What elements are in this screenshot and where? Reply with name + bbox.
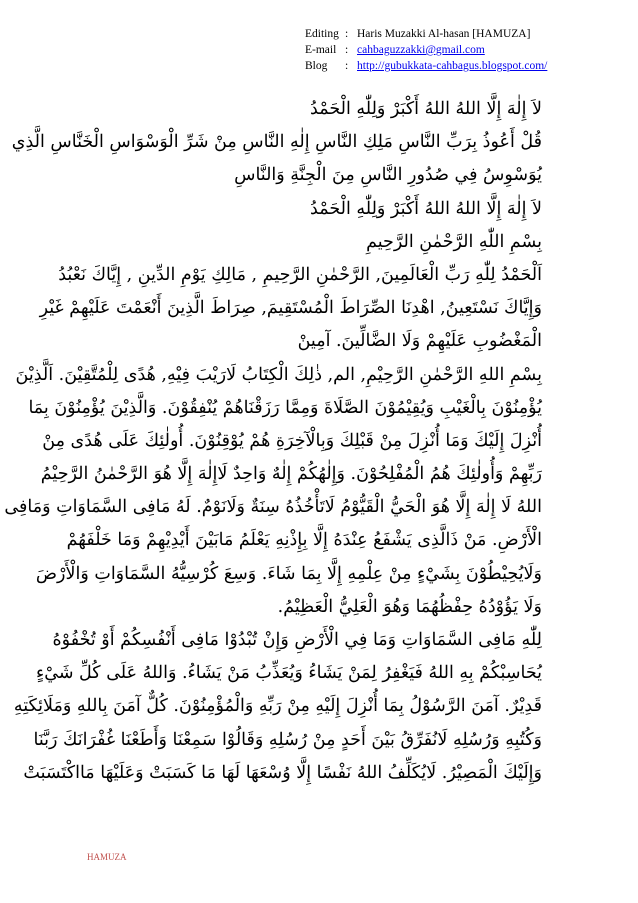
text-line-an-nas-1: قُلْ أَعُوذُ بِرَبِّ النَّاسِ مَلِكِ النَّاسِ إِلٰهِ النَّاسِ مِنْ شَرِّ الْوَسْوَاسِ الْخَنَّاسِ الَّذِي — [11, 132, 542, 153]
editing-value: Haris Muzakki Al-hasan [HAMUZA] — [357, 28, 531, 40]
text-line-baqarah-1: بِسْمِ اللهِ الرَّحْمٰنِ الرَّحِيْمِ, الم, ذٰلِكَ الْكِتَابُ لَارَيْبَ فِيْهِ, هُدًى لِلْمُتَّقِيْنَ. اَلَّذِيْنَ — [15, 364, 542, 385]
editor-info — [305, 26, 625, 74]
email-label: E-mail — [305, 44, 337, 56]
text-line-takbir-1: لاَ إِلٰهَ إِلَّا اللهُ اللهُ أَكْبَرْ وَلِلّٰهِ الْحَمْدُ — [310, 99, 542, 119]
text-line-kursi-1: اللهُ لَا إِلٰهَ إِلَّا هُوَ الْحَيُّ الْقَيُّوْمُ لَاتَأْخُذُهُ سِنَةٌ وَلَانَوْمٌ. لَهُ مَافِى السَّمَاوَاتِ وَمَافِى — [4, 497, 542, 518]
text-line-amanar-3: قَدِيْرٌ. آمَنَ الرَّسُوْلُ بِمَا أُنْزِلَ إِلَيْهِ مِنْ رَبِّهِ وَالْمُؤْمِنُوْنَ. كُلٌّ آمَنَ بِاللهِ وَمَلَائِكَتِهِ — [13, 696, 542, 717]
editing-separator: : — [345, 28, 349, 40]
blog-link[interactable]: http://gubukkata-cahbagus.blogspot.com/ — [357, 60, 548, 72]
text-line-basmalah: بِسْمِ اللّٰهِ الرَّحْمٰنِ الرَّحِيمِ — [366, 231, 542, 252]
text-line-fatihah-2: وَإِيَّاكَ نَسْتَعِينُ, اهْدِنَا الصِّرَاطَ الْمُسْتَقِيمَ, صِرَاطَ الَّذِينَ أَنْعَمْتَ عَلَيْهِمْ غَيْرِ — [39, 298, 542, 319]
text-line-kursi-2: الْأَرْضِ. مَنْ ذَالَّذِى يَشْفَعُ عِنْدَهُ إِلَّا بِإِذْنِهِ يَعْلَمُ مَابَيْنَ أَيْدِيْهِمْ وَمَا خَلْفَهُمْ — [66, 530, 542, 551]
editing-row — [305, 26, 625, 42]
text-line-baqarah-4: رَبِّهِمْ وَأُولٰئِكَ هُمُ الْمُفْلِحُوْنَ. وَإِلٰهُكُمْ إِلٰهٌ وَاحِدٌ لَاإِلٰهَ إِلَّا هُوَ الرَّحْمٰنُ الرَّحِيْمُ — [40, 464, 542, 485]
email-link[interactable]: cahbaguzzakki@gmail.com — [357, 44, 485, 56]
text-line-amanar-4: وَكُتُبِهِ وَرُسُلِهِ لَانُفَرِّقُ بَيْنَ أَحَدٍ مِنْ رُسُلِهِ وَقَالُوْا سَمِعْنَا وَأَطَعْنَا غُفْرَانَكَ رَبَّنَا — [33, 729, 542, 750]
text-line-amanar-5: وَإِلَيْكَ الْمَصِيْرُ. لَايُكَلِّفُ اللهُ نَفْسًا إِلَّا وُسْعَهَا لَهَا مَا كَسَبَتْ وَعَلَيْهَا مَااكْتَسَبَتْ — [23, 762, 542, 783]
editing-label: Editing — [305, 28, 339, 40]
blog-row — [305, 58, 625, 74]
text-line-fatihah-1: اَلْحَمْدُ لِلّٰهِ رَبِّ الْعَالَمِينَ, الرَّحْمٰنِ الرَّحِيمِ , مَالِكِ يَوْمِ الدِّينِ , إِيَّاكَ نَعْبُدُ — [58, 264, 542, 285]
text-line-kursi-4: وَلَا يَؤُوْدُهُ حِفْظُهُمَا وَهُوَ الْعَلِيُّ الْعَظِيْمُ. — [277, 596, 542, 617]
text-line-an-nas-2: يُوَسْوِسُ فِي صُدُورِ النَّاسِ مِنَ الْجِنَّةِ وَالنَّاسِ — [234, 165, 542, 186]
text-line-amanar-1: لِلّٰهِ مَافِى السَّمَاوَاتِ وَمَا فِي الْأَرْضِ وَإِنْ تُبْدُوْا مَافِى أَنْفُسِكُمْ أَوْ تُخْفُوْهُ — [52, 630, 542, 650]
text-line-amanar-2: يُحَاسِبْكُمْ بِهِ اللهُ فَيَغْفِرُ لِمَنْ يَشَاءُ وَيُعَذِّبُ مَنْ يَشَاءُ. وَاللهُ عَلَى كُلِّ شَيْءٍ — [36, 663, 542, 684]
blog-separator: : — [345, 60, 349, 72]
arabic-text-body — [4, 93, 542, 790]
text-line-fatihah-3: الْمَغْضُوبِ عَلَيْهِمْ وَلَا الضَّالِّينَ. آمِينْ — [297, 331, 542, 352]
text-line-baqarah-2: يُؤْمِنُوْنَ بِالْغَيْبِ وَيُقِيْمُوْنَ الصَّلَاةَ وَمِمَّا رَزَقْنَاهُمْ يُنْفِقُوْنَ. وَالَّذِيْنَ يُؤْمِنُوْنَ بِمَا — [28, 397, 542, 418]
text-line-kursi-3: وَلَايُحِيْطُوْنَ بِشَيْءٍ مِنْ عِلْمِهِ إِلَّا بِمَا شَاءَ. وَسِعَ كُرْسِيُّهُ السَّمَاوَاتِ وَالْأَرْضَ — [35, 563, 542, 584]
email-separator: : — [345, 44, 349, 56]
footer-label: HAMUZA — [87, 852, 127, 862]
blog-label: Blog — [305, 60, 328, 72]
email-row — [305, 42, 625, 58]
text-line-takbir-2: لاَ إِلٰهَ إِلَّا اللهُ اللهُ أَكْبَرْ وَلِلّٰهِ الْحَمْدُ — [310, 198, 542, 219]
text-line-baqarah-3: أُنْزِلَ إِلَيْكَ وَمَا أُنْزِلَ مِنْ قَبْلِكَ وَبِالْآخِرَةِ هُمْ يُوْقِنُوْنَ. أُولٰئِكَ عَلَى هُدًى مِنْ — [42, 430, 542, 451]
